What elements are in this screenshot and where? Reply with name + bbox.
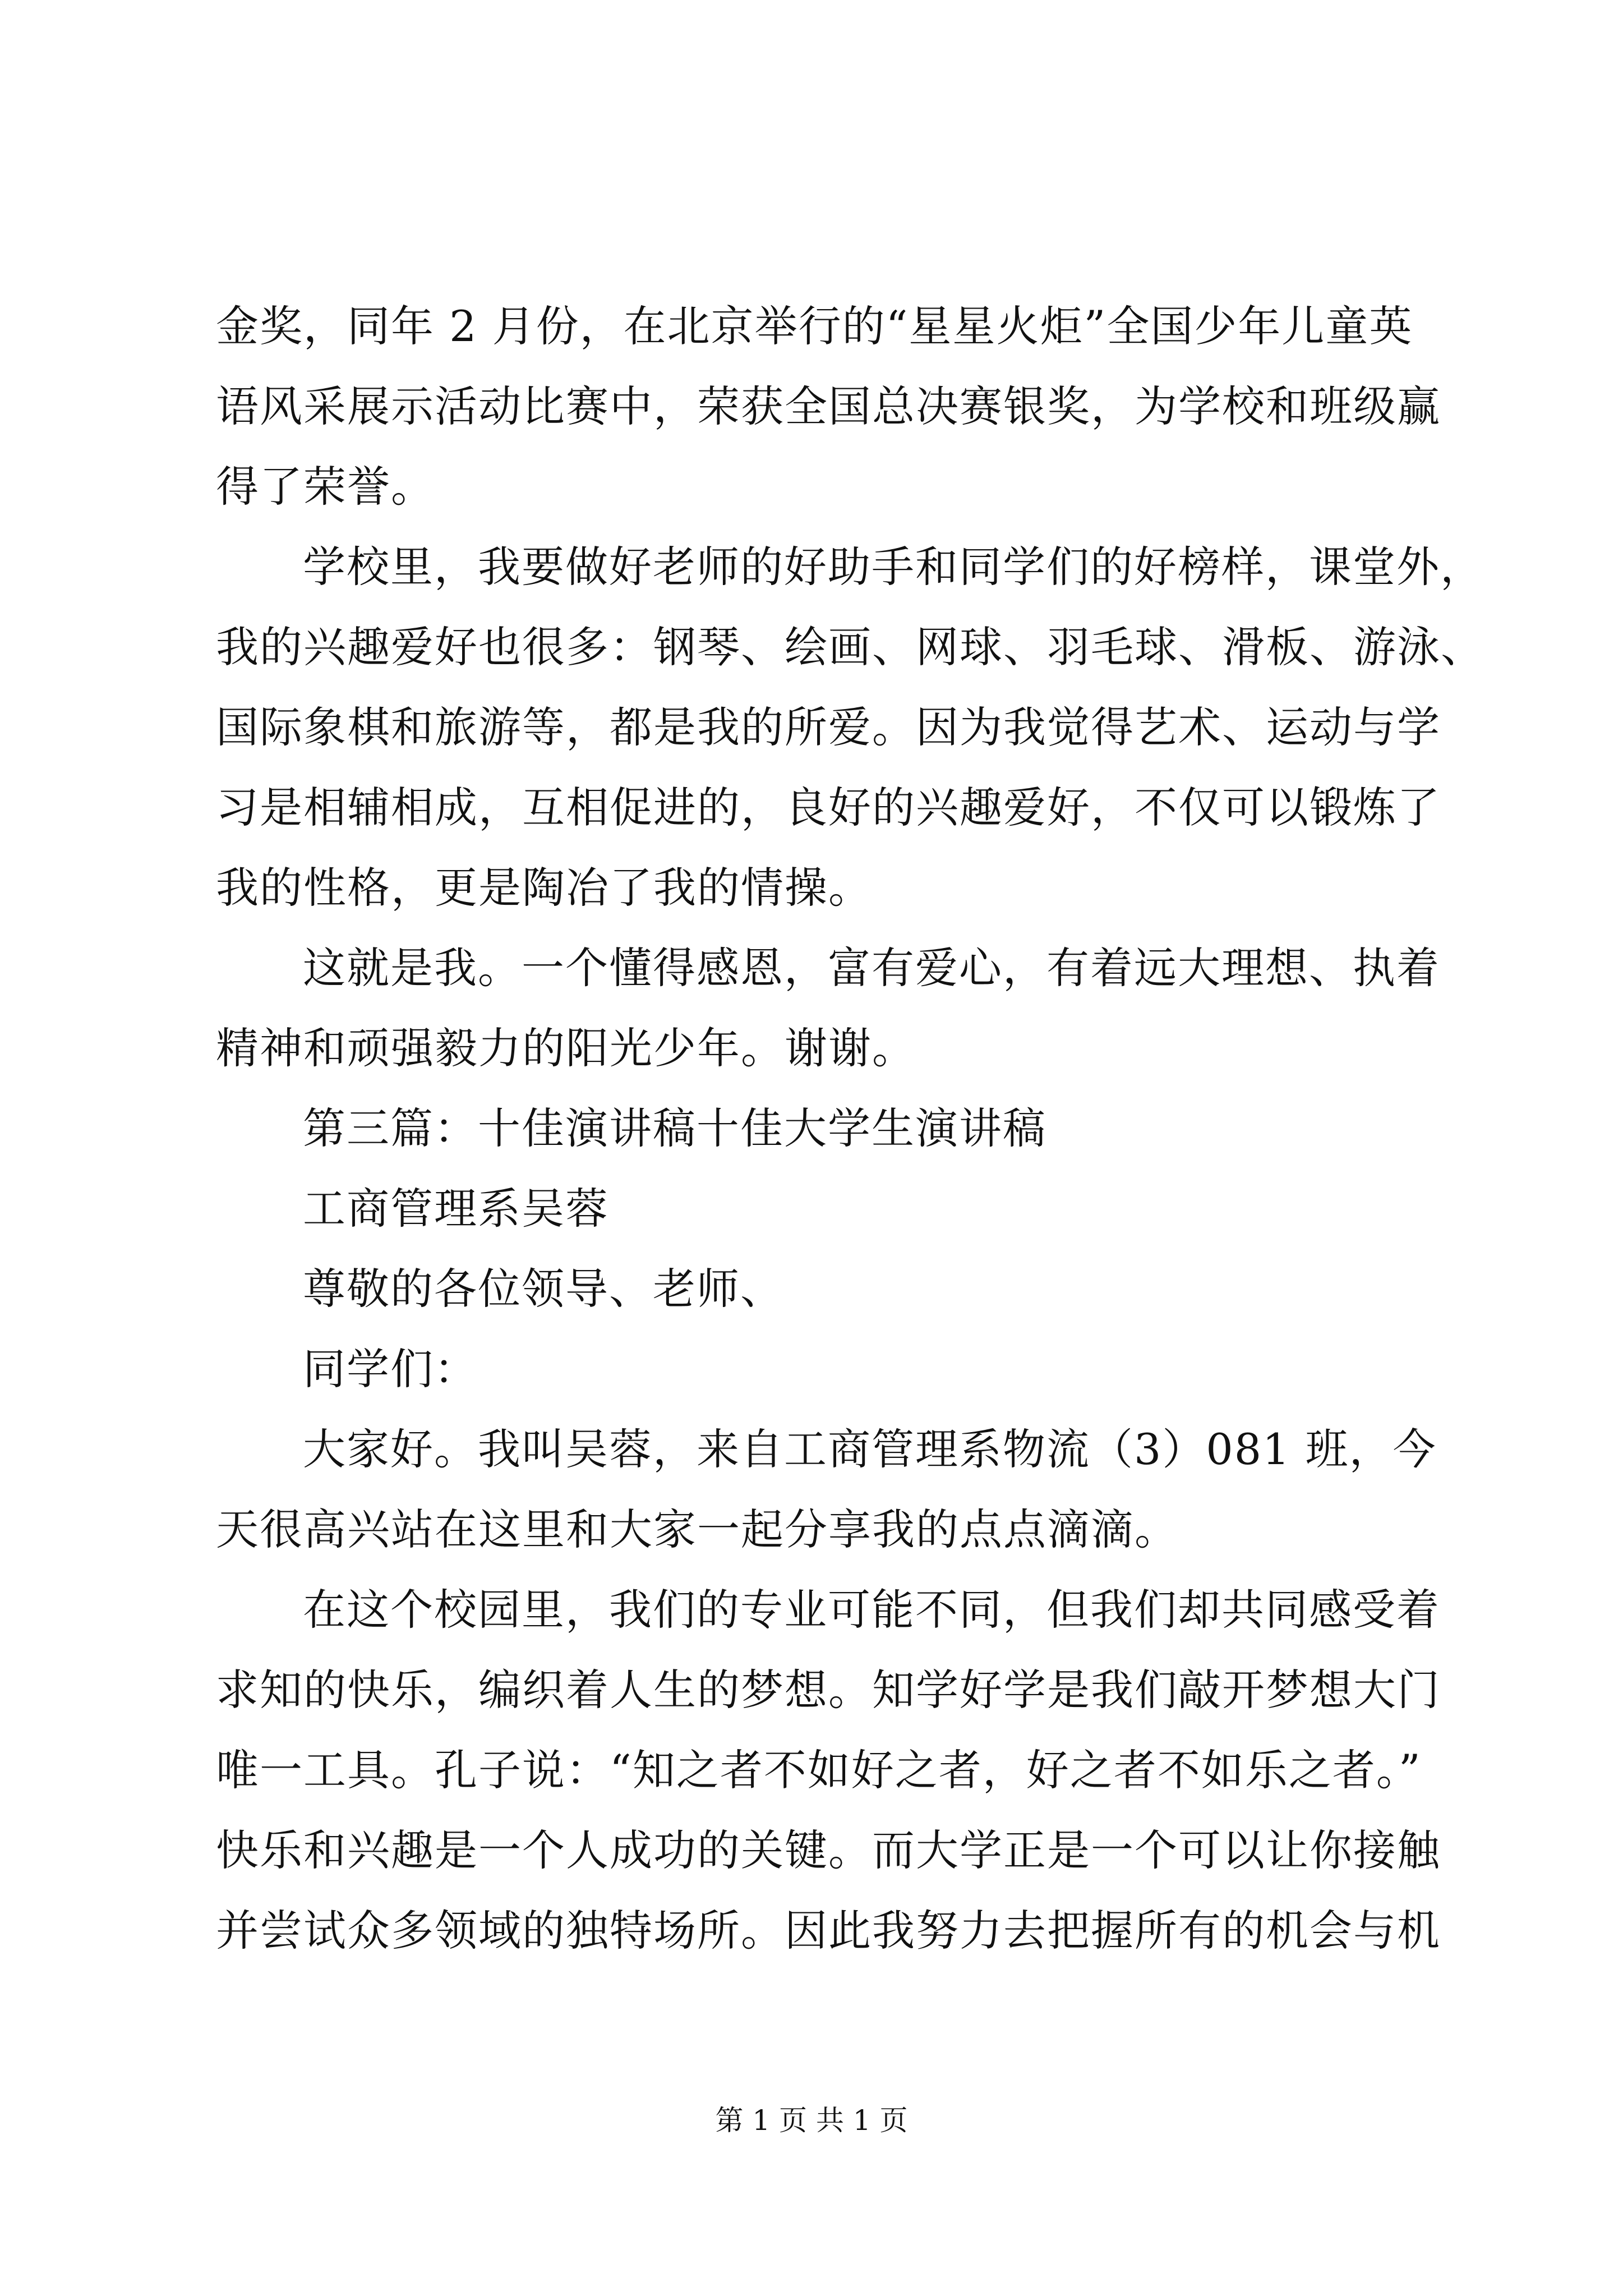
page-footer bbox=[0, 2101, 1623, 2140]
page-number-label: 第 1 页 共 1 页 bbox=[715, 2104, 908, 2137]
body-line: 金奖，同年 2 月份，在北京举行的“星星火炬”全国少年儿童英 bbox=[216, 301, 1413, 351]
paragraph-first-line: 大家好。我叫吴蓉，来自工商管理系物流（3）081 班，今 bbox=[303, 1424, 1437, 1474]
paragraph-first-line: 学校里，我要做好老师的好助手和同学们的好榜样，课堂外， bbox=[303, 542, 1484, 592]
paragraph-first-line: 在这个校园里，我们的专业可能不同，但我们却共同感受着 bbox=[303, 1585, 1440, 1635]
body-line: 我的兴趣爱好也很多：钢琴、绘画、网球、羽毛球、滑板、游泳、 bbox=[216, 622, 1484, 672]
body-line: 得了荣誉。 bbox=[216, 462, 435, 512]
salutation-line: 尊敬的各位领导、老师、 bbox=[303, 1264, 784, 1314]
salutation-line: 同学们： bbox=[303, 1344, 478, 1394]
body-line: 我的性格，更是陶冶了我的情操。 bbox=[216, 863, 872, 913]
body-line: 快乐和兴趣是一个人成功的关键。而大学正是一个可以让你接触 bbox=[216, 1825, 1441, 1875]
document-body bbox=[216, 286, 1484, 1971]
paragraph-first-line: 这就是我。一个懂得感恩，富有爱心，有着远大理想、执着 bbox=[303, 943, 1440, 993]
body-line: 精神和顽强毅力的阳光少年。谢谢。 bbox=[216, 1023, 916, 1073]
body-line: 天很高兴站在这里和大家一起分享我的点点滴滴。 bbox=[216, 1504, 1178, 1554]
body-line: 习是相辅相成，互相促进的，良好的兴趣爱好，不仅可以锻炼了 bbox=[216, 783, 1441, 832]
author-line: 工商管理系吴蓉 bbox=[303, 1184, 609, 1234]
body-line: 唯一工具。孔子说：“知之者不如好之者，好之者不如乐之者。” bbox=[216, 1745, 1422, 1795]
body-line: 国际象棋和旅游等，都是我的所爱。因为我觉得艺术、运动与学 bbox=[216, 702, 1441, 752]
body-line: 求知的快乐，编织着人生的梦想。知学好学是我们敲开梦想大门 bbox=[216, 1665, 1441, 1715]
body-line: 语风采展示活动比赛中，荣获全国总决赛银奖，为学校和班级赢 bbox=[216, 381, 1441, 431]
body-line: 并尝试众多领域的独特场所。因此我努力去把握所有的机会与机 bbox=[216, 1906, 1441, 1955]
section-heading: 第三篇：十佳演讲稿十佳大学生演讲稿 bbox=[303, 1103, 1046, 1153]
